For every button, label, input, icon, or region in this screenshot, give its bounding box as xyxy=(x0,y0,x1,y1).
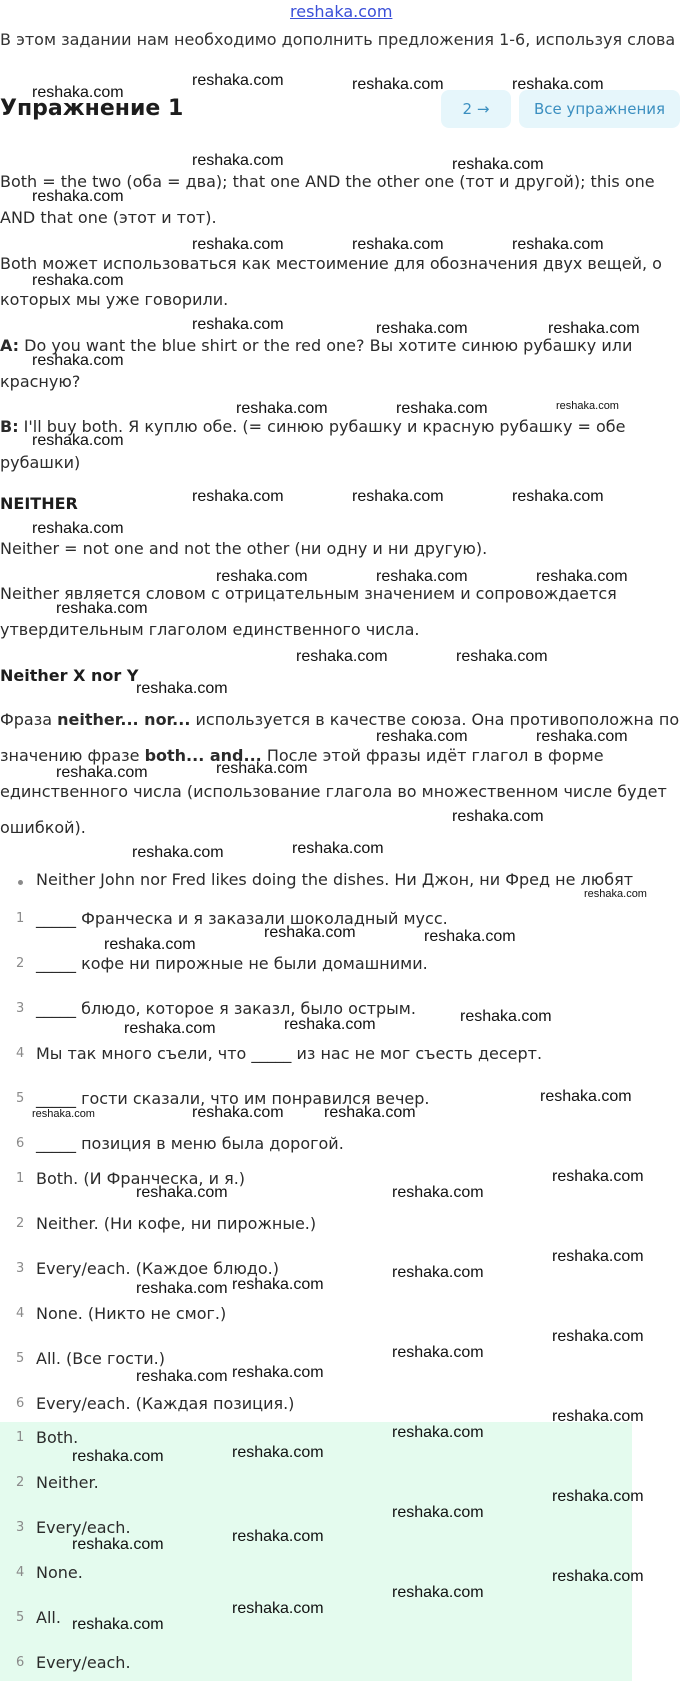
watermark-text: reshaka.com xyxy=(392,1504,484,1521)
watermark-text: reshaka.com xyxy=(352,488,444,505)
item-number: 5 xyxy=(16,1610,25,1625)
answer-item xyxy=(0,1349,680,1379)
watermark-text: reshaka.com xyxy=(352,76,444,93)
item-text: Every/each. xyxy=(36,1518,131,1537)
watermark-text: reshaka.com xyxy=(104,936,196,953)
watermark-text: reshaka.com xyxy=(324,1104,416,1121)
watermark-text: reshaka.com xyxy=(512,488,604,505)
watermark-text: reshaka.com xyxy=(192,1104,284,1121)
watermark-text: reshaka.com xyxy=(376,320,468,337)
watermark-text: reshaka.com xyxy=(396,400,488,417)
watermark-text: reshaka.com xyxy=(352,236,444,253)
watermark-text: reshaka.com xyxy=(192,488,284,505)
example-text: I'll buy both. Я куплю обе. (= синюю рубашку и красную рубашку = обе рубашки) xyxy=(0,417,626,472)
item-number: 3 xyxy=(16,1520,25,1535)
watermark-text: reshaka.com xyxy=(132,844,224,861)
answer-item xyxy=(0,1214,680,1244)
watermark-text: reshaka.com xyxy=(192,72,284,89)
item-text: Both. (И Франческа, и я.) xyxy=(36,1169,246,1188)
watermark-text: reshaka.com xyxy=(56,600,148,617)
watermark-text: reshaka.com xyxy=(192,152,284,169)
item-text: _____ Франческа и я заказали шоколадный мусс. xyxy=(36,909,448,928)
item-number: 6 xyxy=(16,1136,25,1151)
theory-paragraph: Both может использоваться как местоимение для обозначения двух вещей, о которых мы уже говорили. xyxy=(0,254,662,309)
bullet-icon xyxy=(18,880,23,885)
item-number: 5 xyxy=(16,1351,25,1366)
answer-short-item xyxy=(0,1653,680,1683)
watermark-text: reshaka.com xyxy=(536,568,628,585)
watermark-text: reshaka.com xyxy=(232,1528,324,1545)
site-top-link[interactable]: reshaka.com xyxy=(290,2,393,21)
item-number: 4 xyxy=(16,1306,25,1321)
item-number: 1 xyxy=(16,1171,25,1186)
item-number: 2 xyxy=(16,956,25,971)
item-number: 2 xyxy=(16,1475,25,1490)
item-number: 2 xyxy=(16,1216,25,1231)
watermark-text: reshaka.com xyxy=(192,236,284,253)
item-text: _____ кофе ни пирожные не были домашними. xyxy=(36,954,428,973)
watermark-text: reshaka.com xyxy=(296,648,388,665)
watermark-text: reshaka.com xyxy=(552,1248,644,1265)
watermark-text: reshaka.com xyxy=(392,1264,484,1281)
intro-text: В этом задании нам необходимо дополнить предложения 1-6, используя слова xyxy=(0,30,676,49)
term: neither... nor... xyxy=(57,710,191,729)
watermark-text: reshaka.com xyxy=(192,316,284,333)
item-number: 1 xyxy=(16,1430,25,1445)
item-text: None. (Никто не смог.) xyxy=(36,1304,227,1323)
watermark-text: reshaka.com xyxy=(32,432,124,449)
item-text: _____ гости сказали, что им понравился вечер. xyxy=(36,1089,430,1108)
watermark-text: reshaka.com xyxy=(392,1344,484,1361)
watermark-text: reshaka.com xyxy=(124,1020,216,1037)
watermark-text: reshaka.com xyxy=(216,568,308,585)
watermark-text: reshaka.com xyxy=(536,728,628,745)
all-exercises-button[interactable]: Все упражнения xyxy=(519,90,680,128)
task-item xyxy=(0,1134,680,1164)
watermark-text: reshaka.com xyxy=(32,352,124,369)
speaker-label: A: xyxy=(0,336,20,355)
watermark-text: reshaka.com xyxy=(552,1168,644,1185)
watermark-text: reshaka.com xyxy=(32,1108,95,1120)
watermark-text: reshaka.com xyxy=(540,1088,632,1105)
speaker-label: B: xyxy=(0,417,19,436)
watermark-text: reshaka.com xyxy=(424,928,516,945)
watermark-text: reshaka.com xyxy=(264,924,356,941)
watermark-text: reshaka.com xyxy=(452,156,544,173)
item-number: 4 xyxy=(16,1565,25,1580)
item-text: All. xyxy=(36,1608,61,1627)
watermark-text: reshaka.com xyxy=(136,1368,228,1385)
watermark-text: reshaka.com xyxy=(452,808,544,825)
theory-paragraph: Both = the two (оба = два); that one AND the other one (тот и другой); this one AND that one (этот и тот). xyxy=(0,172,655,227)
theory-paragraph: Neither = not one and not the other (ни одну и ни другую). xyxy=(0,539,488,558)
watermark-text: reshaka.com xyxy=(32,188,124,205)
item-number: 1 xyxy=(16,911,25,926)
item-number: 3 xyxy=(16,1261,25,1276)
item-text: Мы так много съели, что _____ из нас не мог съесть десерт. xyxy=(36,1044,543,1063)
watermark-text: reshaka.com xyxy=(216,760,308,777)
watermark-text: reshaka.com xyxy=(584,888,647,900)
example-list-item xyxy=(0,870,680,900)
watermark-text: reshaka.com xyxy=(376,728,468,745)
item-text: Neither John nor Fred likes doing the dishes. Ни Джон, ни Фред не любят xyxy=(36,870,634,889)
watermark-text: reshaka.com xyxy=(56,764,148,781)
next-exercise-button[interactable]: 2 → xyxy=(441,90,511,128)
item-number: 4 xyxy=(16,1046,25,1061)
text: После этой фразы идёт глагол в форме единственного числа (использование глагола во множественном числе будет ошибкой). xyxy=(0,746,667,837)
item-text: _____ блюдо, которое я заказл, было острым. xyxy=(36,999,416,1018)
item-number: 3 xyxy=(16,1001,25,1016)
item-text: Both. xyxy=(36,1428,79,1447)
watermark-text: reshaka.com xyxy=(136,680,228,697)
watermark-text: reshaka.com xyxy=(72,1448,164,1465)
watermark-text: reshaka.com xyxy=(232,1600,324,1617)
item-text: Neither. (Ни кофе, ни пирожные.) xyxy=(36,1214,317,1233)
item-text: Neither. xyxy=(36,1473,99,1492)
watermark-text: reshaka.com xyxy=(232,1444,324,1461)
item-text: Every/each. xyxy=(36,1653,131,1672)
item-text: _____ позиция в меню была дорогой. xyxy=(36,1134,344,1153)
watermark-text: reshaka.com xyxy=(376,568,468,585)
watermark-text: reshaka.com xyxy=(136,1280,228,1297)
task-item xyxy=(0,954,680,984)
section-heading: NEITHER xyxy=(0,494,78,513)
watermark-text: reshaka.com xyxy=(456,648,548,665)
watermark-text: reshaka.com xyxy=(556,400,619,412)
watermark-text: reshaka.com xyxy=(552,1408,644,1425)
watermark-text: reshaka.com xyxy=(292,840,384,857)
item-number: 6 xyxy=(16,1655,25,1670)
item-text: None. xyxy=(36,1563,83,1582)
item-number: 5 xyxy=(16,1091,25,1106)
example-text: Do you want the blue shirt or the red one? Вы хотите синюю рубашку или красную? xyxy=(0,336,633,391)
watermark-text: reshaka.com xyxy=(512,236,604,253)
watermark-text: reshaka.com xyxy=(32,272,124,289)
watermark-text: reshaka.com xyxy=(552,1328,644,1345)
watermark-text: reshaka.com xyxy=(392,1424,484,1441)
item-text: Every/each. (Каждая позиция.) xyxy=(36,1394,295,1413)
watermark-text: reshaka.com xyxy=(512,76,604,93)
watermark-text: reshaka.com xyxy=(552,1568,644,1585)
watermark-text: reshaka.com xyxy=(392,1584,484,1601)
watermark-text: reshaka.com xyxy=(232,1276,324,1293)
text: Фраза xyxy=(0,710,58,729)
watermark-text: reshaka.com xyxy=(284,1016,376,1033)
watermark-text: reshaka.com xyxy=(552,1488,644,1505)
task-item xyxy=(0,1044,680,1074)
item-number: 6 xyxy=(16,1396,25,1411)
watermark-text: reshaka.com xyxy=(32,84,124,101)
section-heading: Neither X nor Y xyxy=(0,666,139,685)
item-text: All. (Все гости.) xyxy=(36,1349,165,1368)
watermark-text: reshaka.com xyxy=(32,520,124,537)
watermark-text: reshaka.com xyxy=(72,1536,164,1553)
theory-paragraph: Neither является словом с отрицательным значением и сопровождается утвердительным глаголом единственного числа. xyxy=(0,584,617,639)
watermark-text: reshaka.com xyxy=(460,1008,552,1025)
watermark-text: reshaka.com xyxy=(236,400,328,417)
item-text: Every/each. (Каждое блюдо.) xyxy=(36,1259,279,1278)
watermark-text: reshaka.com xyxy=(392,1184,484,1201)
watermark-text: reshaka.com xyxy=(72,1616,164,1633)
text: используется в качестве союза. Она противоположна по значению фразе xyxy=(0,710,680,765)
watermark-text: reshaka.com xyxy=(232,1364,324,1381)
page-title: Упражнение 1 xyxy=(0,96,184,121)
term: both... and... xyxy=(144,746,262,765)
watermark-text: reshaka.com xyxy=(136,1184,228,1201)
watermark-text: reshaka.com xyxy=(548,320,640,337)
